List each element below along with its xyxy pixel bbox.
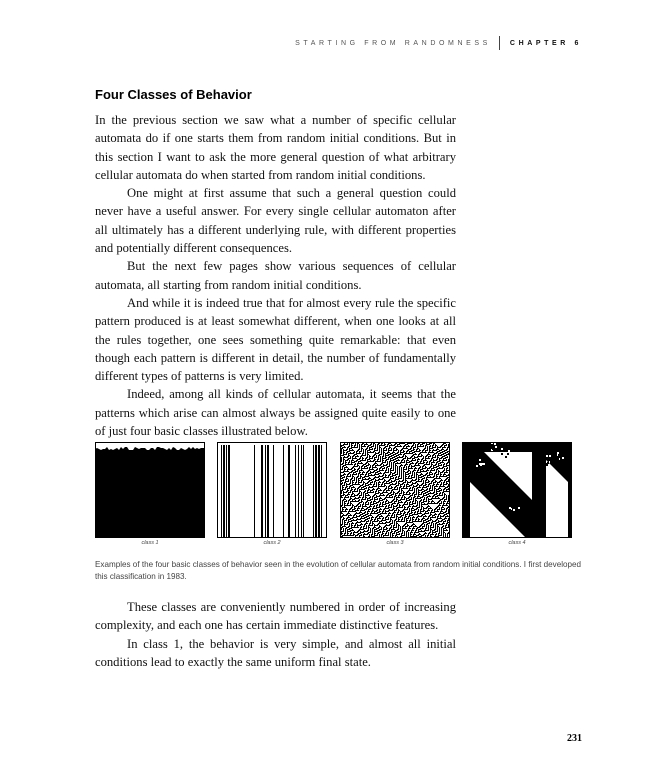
- paragraph: In the previous section we saw what a number of specific cellular automata do if one starts them from random initial conditions. But in this section I want to ask the more general question of what arbitrary cellular automata do when started from random initial conditions.: [95, 113, 456, 182]
- figure-label: class 2: [263, 540, 281, 546]
- body-text-continued: [95, 598, 456, 671]
- paragraph: These classes are conveniently numbered in order of increasing complexity, and each one has certain immediate distinctive features.: [95, 600, 456, 633]
- page-number: 231: [567, 733, 582, 744]
- paragraph: But the next few pages show various sequences of cellular automata, all starting from random initial conditions.: [95, 259, 456, 292]
- figure-label: class 1: [141, 540, 159, 546]
- running-header-section: STARTING FROM RANDOMNESS: [295, 39, 491, 47]
- section-title: Four Classes of Behavior: [95, 87, 252, 102]
- class-3-figure: [340, 442, 450, 538]
- class-3-random-triangles-pattern: [340, 442, 450, 538]
- class-4-figure: [462, 442, 572, 538]
- class-4-localized-structures-pattern: [462, 442, 572, 538]
- figure-label: class 3: [386, 540, 404, 546]
- paragraph: And while it is indeed true that for almost every rule the specific pattern produced is at least somewhat different, when one looks at all the rules together, one sees something quite remarkable: that even though each pattern is different in detail, the number of fundamentally different types of patterns is very limited.: [95, 295, 456, 384]
- paragraph: In class 1, the behavior is very simple, and almost all initial conditions lead to exactly the same uniform final state.: [95, 636, 456, 669]
- class-2-figure: [217, 442, 327, 538]
- figure-caption: Examples of the four basic classes of behavior seen in the evolution of cellular automata from random initial conditions. I first developed this classification in 1983.: [95, 560, 581, 581]
- paragraph: Indeed, among all kinds of cellular automata, it seems that the patterns which arise can almost always be assigned quite easily to one of just four basic classes illustrated below.: [95, 387, 456, 439]
- class-2-stripes-pattern: [217, 442, 327, 538]
- class-1-figure: [95, 442, 205, 538]
- header-divider: [499, 36, 500, 50]
- class-1-uniform-pattern: [95, 442, 205, 538]
- running-header-chapter: CHAPTER 6: [509, 39, 582, 47]
- body-text: [95, 111, 456, 440]
- paragraph: One might at first assume that such a general question could never have a useful answer. For every single cellular automaton after all ultimately has a different underlying rule, with different properties and potentially different consequences.: [95, 186, 456, 256]
- figure-label: class 4: [508, 540, 526, 546]
- running-header: [295, 36, 582, 50]
- figure-row: [95, 442, 575, 552]
